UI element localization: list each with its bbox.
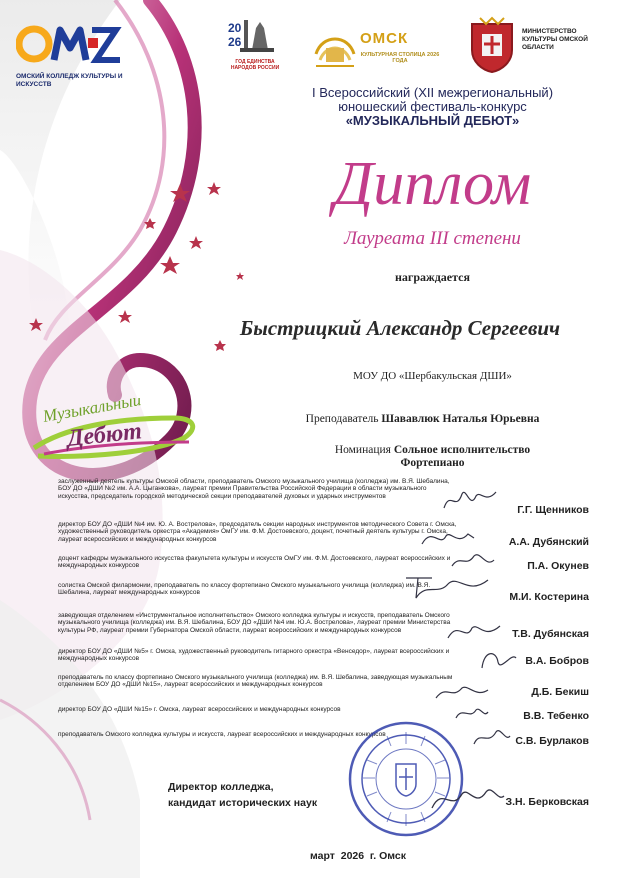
signature-4	[402, 570, 492, 602]
jury-name-6: В.А. Бобров	[525, 655, 589, 667]
nomination-sub: Фортепиано	[400, 457, 465, 469]
school-name: МОУ ДО «Шербакульская ДШИ»	[353, 370, 512, 382]
music-debut-line2: Дебют	[65, 418, 144, 452]
festival-line-1: I Всероссийский (XII межрегиональный)	[311, 85, 554, 100]
jury-desc-3: доцент кафедры музыкального искусства факультета культуры и искусств ОмГУ им. Ф.М. Достоевского, лауреат всероссийских и международных конкурсов	[58, 555, 451, 570]
jury-name-5: Т.В. Дубянская	[512, 628, 589, 640]
jury-desc-1: заслуженный деятель культуры Омской области, преподаватель Омского музыкального училища (колледжа) им. В.Я. Шебалина, БОУ ДО «ДШИ №2 им. А.А. Цыганкова», лауреат премии Правительства Российской Федерации в области музыкального искусства, председатель городской методической секции преподавателей духовых и ударных инструментов	[58, 478, 450, 500]
director-block	[168, 779, 317, 811]
jury-name-8: В.В. Тебенко	[523, 710, 589, 722]
jury-desc-6: директор БОУ ДО «ДШИ №5» г. Омска, художественный руководитель гитарного оркестра «Венседор», лауреат всероссийских и международных конкурсов	[58, 648, 450, 663]
signature-6	[476, 644, 520, 674]
teacher-label: Преподаватель	[305, 413, 379, 425]
year-of-unity-caption: ГОД ЕДИНСТВА НАРОДОВ РОССИИ	[230, 59, 280, 71]
signature-5	[444, 618, 504, 646]
jury-name-3: П.А. Окунев	[527, 560, 589, 572]
awarded-label: награждается	[395, 270, 470, 284]
director-line-1: Директор колледжа,	[168, 781, 274, 793]
jury-desc-9: преподаватель Омского колледжа культуры и искусств, лауреат всероссийских и международных конкурсов	[58, 731, 386, 738]
jury-name-9: С.В. Бурлаков	[515, 735, 589, 747]
year-bottom: 26	[228, 35, 242, 49]
issue-date: март 2026 г. Омск	[310, 850, 406, 862]
jury-desc-7: преподаватель по классу фортепиано Омского музыкального училища (колледжа) им. В.Я. Шебалина, заведующая музыкальным отделением БОУ ДО «ДШИ №15», лауреат всероссийских и международных конкурсов	[58, 674, 453, 689]
signature-director	[428, 782, 508, 816]
jury-desc-8: директор БОУ ДО «ДШИ №15» г. Омска, лауреат всероссийских и международных конкурсов	[58, 706, 341, 713]
signature-9	[470, 724, 514, 750]
signature-7	[432, 680, 492, 704]
diploma-degree: Лауреата III степени	[344, 228, 521, 249]
signature-1	[440, 486, 500, 516]
jury-name-1: Г.Г. Щенников	[517, 504, 589, 516]
ministry-caption: МИНИСТЕРСТВО КУЛЬТУРЫ ОМСКОЙ ОБЛАСТИ	[522, 28, 588, 51]
jury-name-2: А.А. Дубянский	[508, 536, 589, 548]
festival-line-3: «МУЗЫКАЛЬНЫЙ ДЕБЮТ»	[345, 113, 520, 128]
jury-desc-2: директор БОУ ДО «ДШИ №4 им. Ю. А. Вострелова», председатель секции народных инструментов методического Совета г. Омска, художественный руководитель оркестра «Академия» ОмГУ им. Ф.М. Достоевского, доцент, почетный деятель культуры г. Омска, лауреат всероссийских и международных конкурсов	[58, 521, 457, 543]
jury-name-7: Д.Б. Бекиш	[531, 686, 589, 698]
college-logo-caption: ОМСКИЙ КОЛЛЕДЖ КУЛЬТУРЫ И ИСКУССТВ	[16, 73, 123, 88]
omsk-logo-name: ОМСК	[360, 30, 409, 47]
omsk-logo-caption: КУЛЬТУРНАЯ СТОЛИЦА 2026 ГОДА	[360, 52, 440, 64]
nomination-label: Номинация	[334, 444, 391, 456]
festival-line-2: юношеский фестиваль-конкурс	[338, 99, 527, 114]
official-stamp	[347, 720, 465, 838]
jury-desc-5: заведующая отделением «Инструментальное исполнительство» Омского колледжа культуры и искусств, преподаватель Омского музыкального училища (колледжа) им. В.Я. Шебалина, БОУ ДО «ДШИ №4 им. Ю.А. Вострелова», лауреат премии Министерства культуры РФ, лауреат премии Губернатора Омской области, лауреат всероссийских и международных конкурсов	[58, 612, 451, 634]
director-line-2: кандидат исторических наук	[168, 797, 318, 809]
recipient-name: Быстрицкий Александр Сергеевич	[239, 316, 561, 340]
jury-desc-4: солистка Омской филармонии, преподаватель по классу фортепиано Омского музыкального училища (колледжа) им. В.Я. Шебалина, лауреат международных конкурсов	[58, 582, 431, 597]
jury-name-4: М.И. Костерина	[509, 591, 589, 603]
teacher-name: Шававлюк Наталья Юрьевна	[381, 413, 540, 425]
music-debut-line1: Музыкальный	[41, 398, 143, 426]
nomination-value: Сольное исполнительство	[393, 444, 531, 456]
director-name: З.Н. Берковская	[505, 796, 589, 808]
year-top: 20	[228, 21, 242, 35]
diploma-title: Диплом	[333, 150, 532, 218]
